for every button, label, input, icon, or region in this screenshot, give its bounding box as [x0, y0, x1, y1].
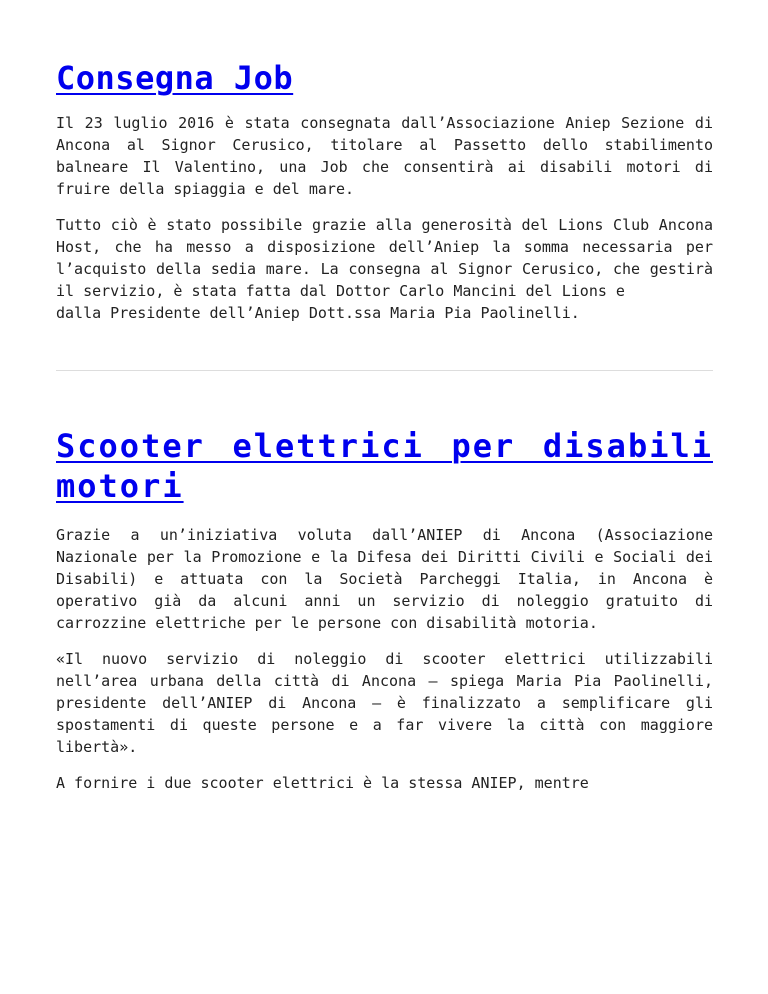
post-title-link[interactable]: Scooter elettrici per disabili motori: [56, 427, 713, 505]
post-title-link[interactable]: Consegna Job: [56, 59, 294, 97]
post-divider: [56, 370, 713, 371]
article-paragraph: Grazie a un’iniziativa voluta dall’ANIEP di Ancona (Associazione Nazionale per la Promozione e la Difesa dei Diritti Civili e Sociali dei Disabili) e attuata con la Società Parcheggi Italia, in Ancona è operativo già da alcuni anni un servizio di noleggio gratuito di carrozzine elettriche per le persone con disabilità motoria.: [56, 526, 713, 632]
post-title: [56, 426, 713, 506]
article-paragraph: «Il nuovo servizio di noleggio di scooter elettrici utilizzabili nell’area urbana della città di Ancona – spiega Maria Pia Paolinelli, presidente dell’ANIEP di Ancona – è finalizzato a semplificare gli spostamenti di queste persone e a far vivere la città con maggiore libertà».: [56, 650, 713, 756]
article-paragraph: A fornire i due scooter elettrici è la stessa ANIEP, mentre: [56, 774, 589, 792]
article-paragraph: Tutto ciò è stato possibile grazie alla generosità del Lions Club Ancona Host, che ha messo a disposizione dell’Aniep la somma necessaria per l’acquisto della sedia mare. La consegna al Signor Cerusico, che gestirà il servizio, è stata fatta dal Dottor Carlo Mancini del Lions e dalla Presidente dell’Aniep Dott.ssa Maria Pia Paolinelli.: [56, 216, 713, 322]
post-title: [56, 58, 713, 98]
article-consegna-job: [56, 58, 713, 324]
article-paragraph: Il 23 luglio 2016 è stata consegnata dall’Associazione Aniep Sezione di Ancona al Signor Cerusico, titolare al Passetto dello stabilimento balneare Il Valentino, una Job che consentirà ai disabili motori di fruire della spiaggia e del mare.: [56, 114, 713, 198]
page-content: [56, 0, 713, 794]
article-scooter-elettrici: [56, 426, 713, 794]
